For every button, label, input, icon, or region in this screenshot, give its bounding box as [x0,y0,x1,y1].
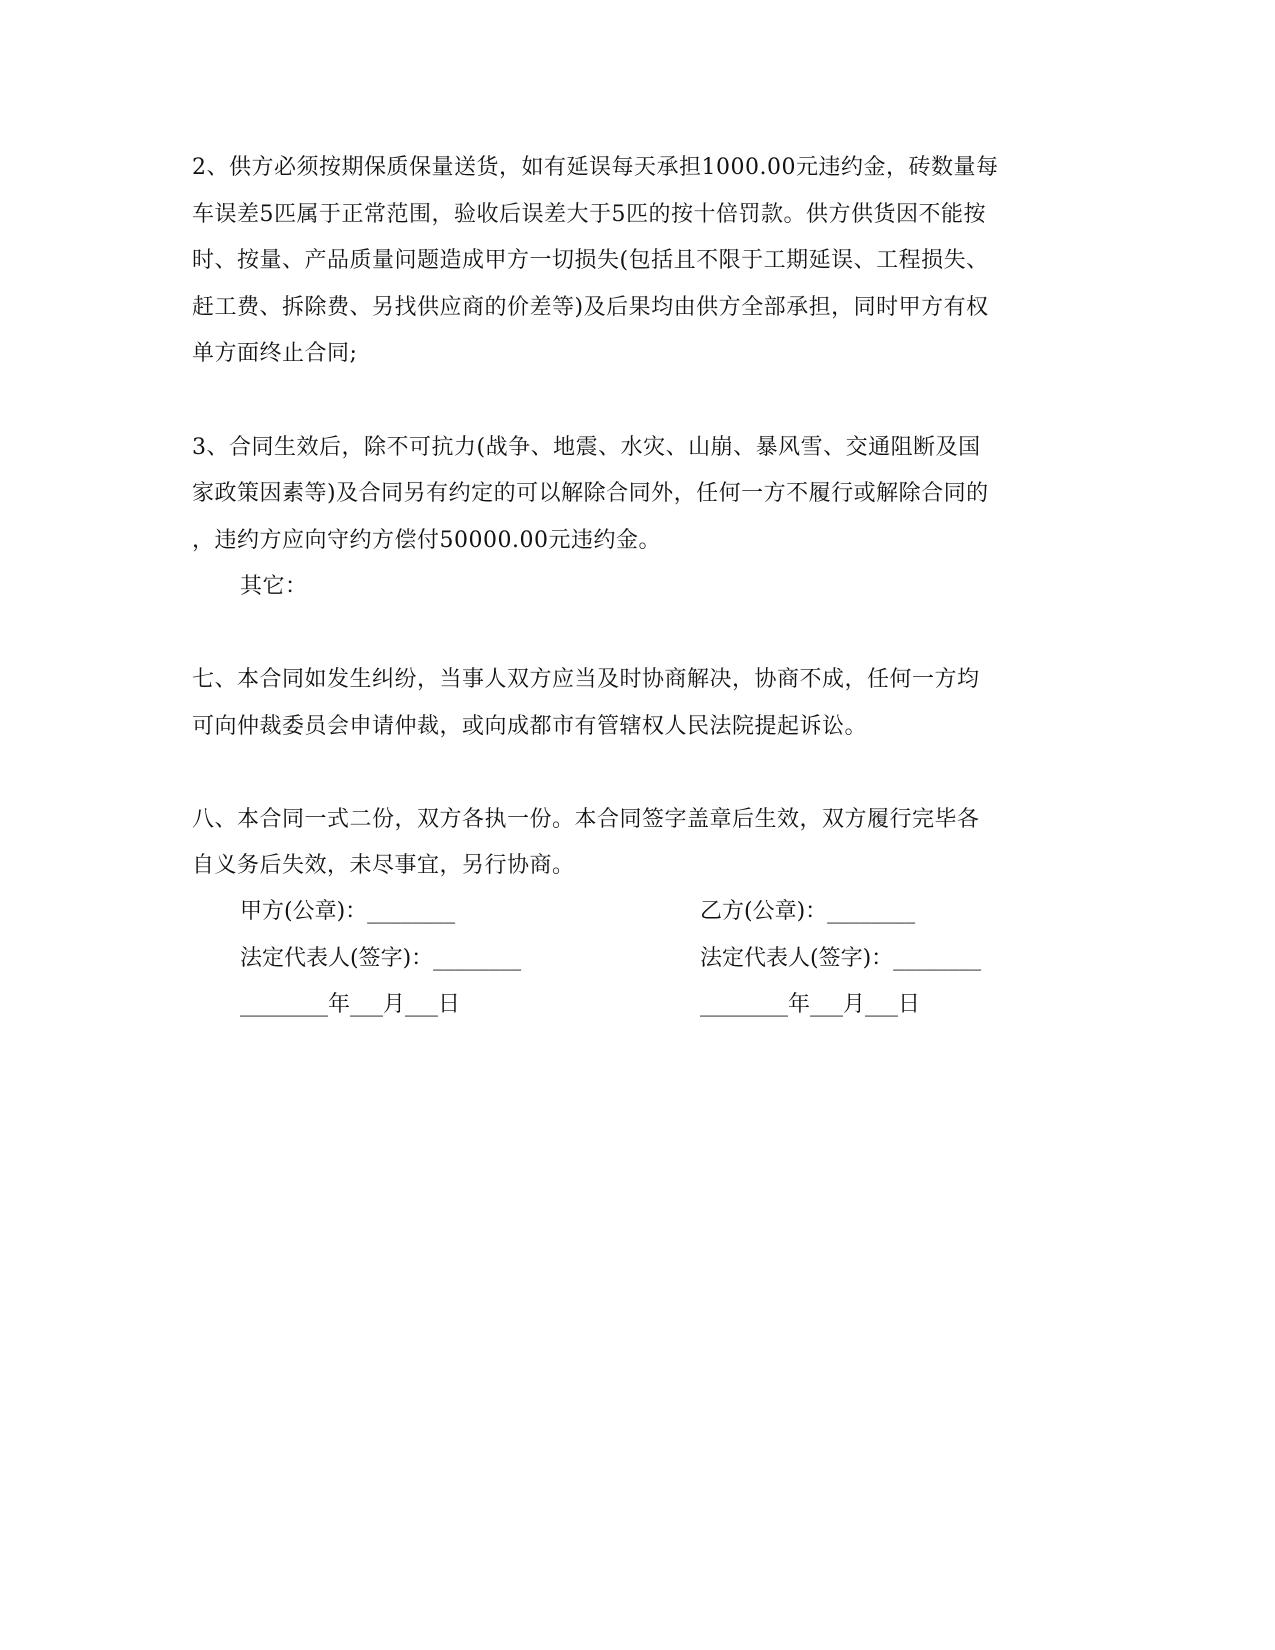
clause-8-line: 八、本合同一式二份，双方各执一份。本合同签字盖章后生效，双方履行完毕各 [192,807,980,832]
clause-7-line: 可向仲裁委员会申请仲裁，或向成都市有管辖权人民法院提起诉讼。 [192,714,868,739]
clause-2-line: 赶工费、拆除费、另找供应商的价差等)及后果均由供方全部承担，同时甲方有权 [192,295,989,320]
clause-2-line: 车误差5匹属于正常范围，验收后误差大于5匹的按十倍罚款。供方供货因不能按 [192,202,986,227]
party-b-seal: 乙方(公章)：________ [700,899,916,924]
clause-2-line: 2、供方必须按期保质保量送货，如有延误每天承担1000.00元违约金，砖数量每 [192,155,999,180]
other-heading: 其它： [240,574,308,599]
clause-3-line: 家政策因素等)及合同另有约定的可以解除合同外，任何一方不履行或解除合同的 [192,481,989,506]
party-a-date: ________年___月___日 [240,992,461,1017]
clause-8-line: 自义务后失效，未尽事宜，另行协商。 [192,853,575,878]
party-b-date: ________年___月___日 [700,992,921,1017]
clause-3-line: 3、合同生效后，除不可抗力(战争、地震、水灾、山崩、暴风雪、交通阻断及国 [192,435,981,460]
clause-3-line: ，违约方应向守约方偿付50000.00元违约金。 [192,528,661,553]
clause-2-line: 单方面终止合同; [192,341,358,366]
clause-7-line: 七、本合同如发生纠纷，当事人双方应当及时协商解决，协商不成，任何一方均 [192,667,980,692]
party-b-representative: 法定代表人(签字)：________ [700,946,982,971]
clause-2-line: 时、按量、产品质量问题造成甲方一切损失(包括且不限于工期延误、工程损失、 [192,248,989,273]
party-a-seal: 甲方(公章)：________ [240,899,456,924]
party-a-representative: 法定代表人(签字)：________ [240,946,522,971]
